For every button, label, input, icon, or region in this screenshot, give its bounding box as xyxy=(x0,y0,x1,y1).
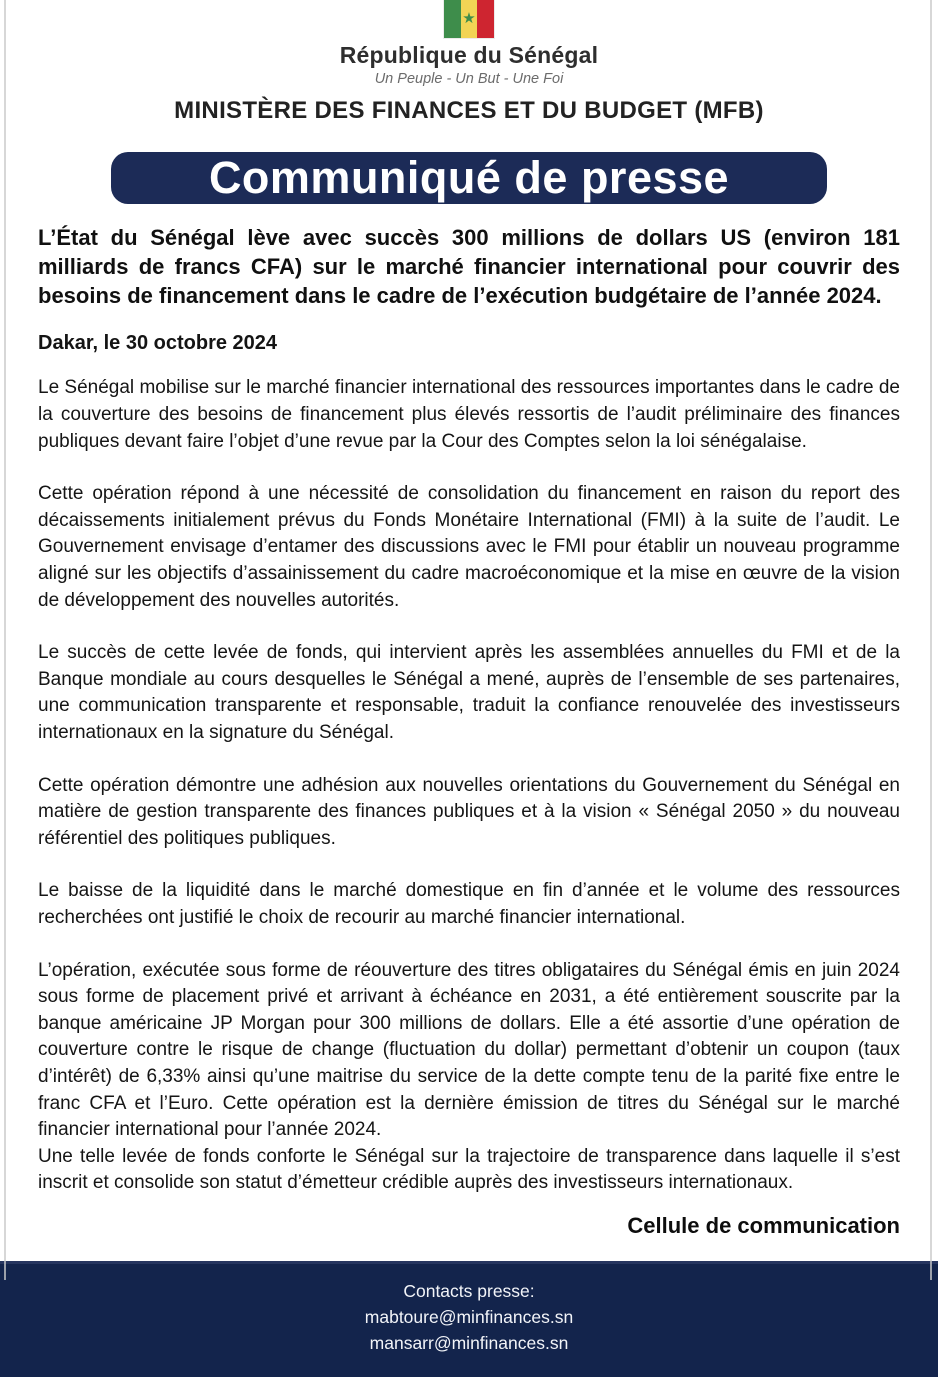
footer-label: Contacts presse: xyxy=(403,1280,535,1301)
senegal-flag-icon xyxy=(444,0,494,38)
body-paragraph-7: Une telle levée de fonds conforte le Sénégal sur la trajectoire de transparence dans laquelle il s’est inscrit et consolide son statut d’émetteur crédible auprès des investisseurs internationaux. xyxy=(38,1145,900,1194)
contacts-footer xyxy=(0,1261,938,1377)
national-motto: Un Peuple - Un But - Une Foi xyxy=(374,71,564,87)
document-body xyxy=(0,204,938,1261)
flag-yellow-stripe xyxy=(461,0,478,38)
banner-title: Communiqué de presse xyxy=(208,152,730,203)
flag-red-stripe xyxy=(477,0,494,38)
ministry-title: MINISTÈRE DES FINANCES ET DU BUDGET (MFB) xyxy=(174,97,764,124)
page-scan-edge-left xyxy=(4,0,6,1280)
flag-green-stripe xyxy=(444,0,461,38)
lead-paragraph: L’État du Sénégal lève avec succès 300 millions de dollars US (environ 181 milliards de francs CFA) sur le marché financier international pour couvrir des besoins de financement dans le cadre de l’exécution budgétaire de l’année 2024. xyxy=(38,225,900,308)
body-paragraph-5: Le baisse de la liquidité dans le marché domestique en fin d’année et le volume des ressources recherchées ont justifié le choix de recourir au marché financier international. xyxy=(38,880,900,928)
body-paragraph-2: Cette opération répond à une nécessité de consolidation du financement en raison du report des décaissements initialement prévus du Fonds Monétaire International (FMI) à la suite de l’audit. Le Gouvernement envisage d’entamer des discussions avec le FMI pour établir un nouveau programme aligné sur les objectifs d’assainissement du cadre macroéconomique et la mise en œuvre de la vision de développement des nouvelles autorités. xyxy=(38,483,900,611)
body-paragraph-1: Le Sénégal mobilise sur le marché financier international des ressources importantes dans le cadre de la couverture des besoins de financement plus élevés ressortis de l’audit préliminaire des finances publiques devant faire l’objet d’une revue par la Cour des Comptes selon la loi sénégalaise. xyxy=(38,377,900,452)
document-header xyxy=(0,0,938,125)
signature: Cellule de communication xyxy=(627,1212,900,1238)
body-paragraph-3: Le succès de cette levée de fonds, qui intervient après les assemblées annuelles du FMI et de la Banque mondiale au cours desquelles le Sénégal a mené, auprès de l’ensemble de ses partenaires, une communication transparente et responsable, traduit la confiance renouvelée des investisseurs internationaux en la signature du Sénégal. xyxy=(38,642,900,743)
press-release-banner xyxy=(111,152,827,204)
republic-title: République du Sénégal xyxy=(339,42,599,68)
footer-email-1: mabtoure@minfinances.sn xyxy=(364,1307,574,1328)
body-paragraph-4: Cette opération démontre une adhésion aux nouvelles orientations du Gouvernement du Sénégal en matière de gestion transparente des finances publiques et à la vision « Sénégal 2050 » du nouveau référentiel des politiques publiques. xyxy=(38,774,900,849)
page-scan-edge-right xyxy=(930,0,932,1280)
body-paragraph-6: L’opération, exécutée sous forme de réouverture des titres obligataires du Sénégal émis en juin 2024 sous forme de placement privé et arrivant à échéance en 2031, a été entièrement souscrite par la banque américaine JP Morgan pour 300 millions de dollars. Elle a été assortie d’une opération de couverture contre le risque de change (fluctuation du dollar) permettant d’obtenir un coupon (taux d’intérêt) de 6,33% ainsi qu’une maitrise du service de la dette compte tenu de la parité fixe entre le franc CFA et l’Euro. Cette opération est la dernière émission de titres du Sénégal sur le marché financier international pour l’année 2024. xyxy=(38,959,900,1141)
flag-star-icon: ★ xyxy=(462,9,476,27)
dateline: Dakar, le 30 octobre 2024 xyxy=(38,332,278,355)
footer-email-2: mansarr@minfinances.sn xyxy=(369,1333,569,1354)
